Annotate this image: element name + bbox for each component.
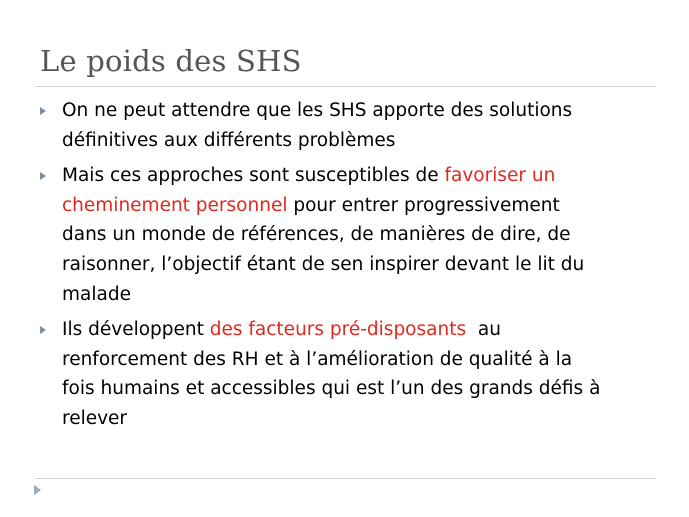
bullet-item-3 (40, 315, 660, 433)
title-divider (36, 86, 656, 87)
bullet-list (40, 96, 660, 440)
bullet-2-highlight-2: cheminement personnel (62, 194, 288, 216)
bullet-item-1 (40, 96, 660, 155)
bullet-1-line-2: définitives aux différents problèmes (62, 129, 396, 151)
bullet-marker-icon (40, 172, 46, 180)
bullet-2-text-4: raisonner, l’objectif étant de sen inspirer devant le lit du (62, 253, 585, 275)
bullet-2-highlight-1: favoriser un (444, 165, 556, 187)
bullet-2-text-5: malade (62, 283, 131, 305)
bullet-2-text-2: pour entrer progressivement (287, 194, 560, 216)
bullet-2-text-1: Mais ces approches sont susceptibles de (62, 165, 445, 187)
bullet-item-2 (40, 161, 660, 309)
slide-title: Le poids des SHS (40, 44, 302, 78)
bullet-1-line-1: On ne peut attendre que les SHS apporte des solutions (62, 100, 573, 121)
bullet-marker-icon (40, 326, 46, 334)
bullet-3-text-2: au (466, 319, 501, 341)
bullet-2-text-3: dans un monde de références, de manières de dire, de (62, 224, 571, 246)
bullet-3-text-3: renforcement des RH et à l’amélioration de qualité à la (62, 348, 573, 370)
next-slide-arrow-icon[interactable] (34, 485, 41, 495)
bullet-3-text-5: relever (62, 407, 128, 429)
bullet-marker-icon (40, 107, 46, 115)
bullet-3-text-4: fois humains et accessibles qui est l’un des grands défis à (62, 378, 601, 400)
bullet-3-highlight-1: des facteurs pré-disposants (209, 319, 467, 341)
footer-divider (36, 478, 656, 479)
bullet-3-text-1: Ils développent (62, 319, 210, 341)
